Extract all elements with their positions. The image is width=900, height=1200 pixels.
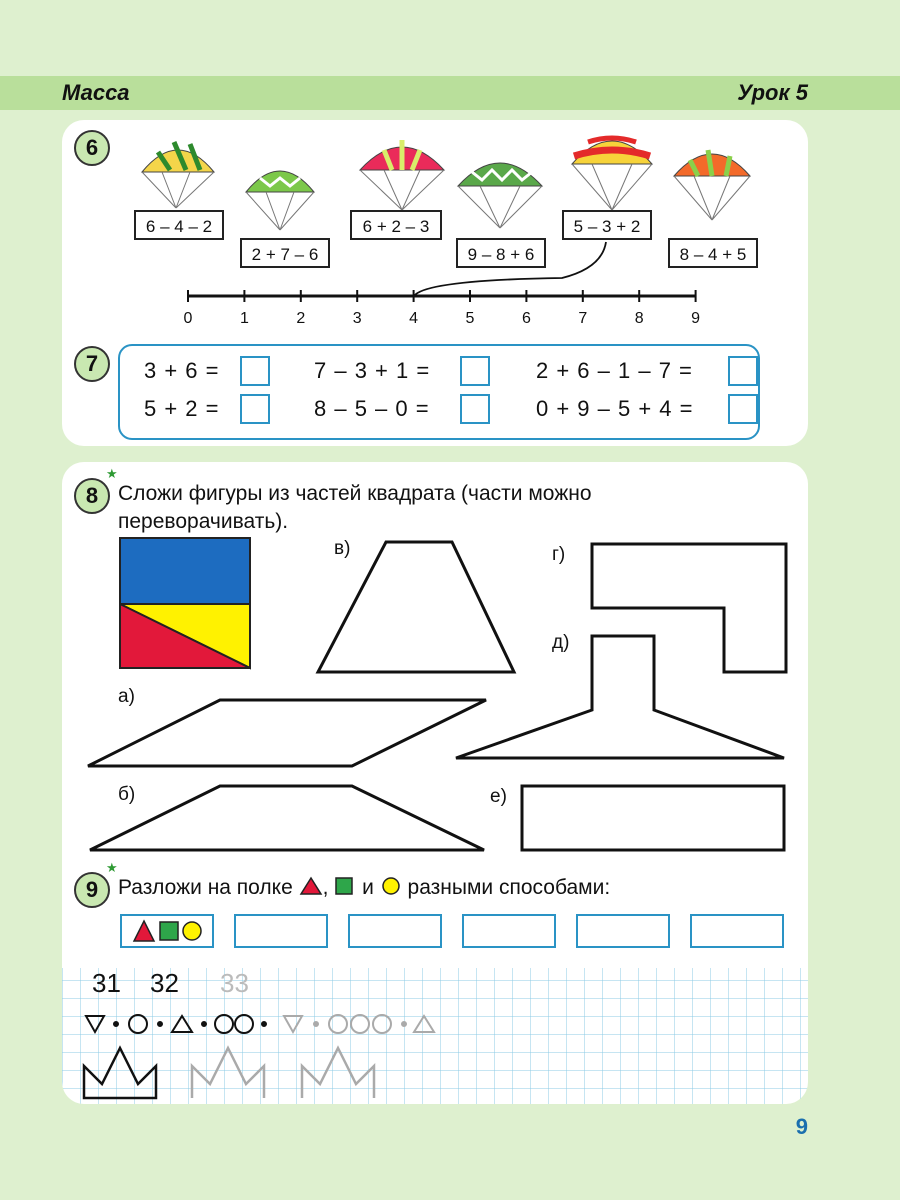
expression-box-3: 6 + 2 – 3 — [350, 210, 442, 240]
task-9-text-end: разными способами: — [407, 876, 611, 899]
equation-5: 8 – 5 – 0 = — [314, 396, 430, 421]
task-6-number: 6 — [74, 130, 110, 166]
answer-box-4[interactable] — [240, 394, 270, 424]
expression-box-4: 9 – 8 + 6 — [456, 238, 546, 268]
star-icon: ★ — [106, 466, 118, 481]
panel-tasks-8-9 — [62, 462, 808, 1104]
shapes-illustration — [62, 532, 808, 932]
label-g: г) — [552, 544, 566, 565]
shape-b — [90, 786, 484, 850]
task-8-instruction: Сложи фигуры из частей квадрата (части можно переворачивать). — [118, 482, 592, 533]
shelf-box-5[interactable] — [690, 914, 784, 948]
shelf-box-2[interactable] — [348, 914, 442, 948]
yellow-circle-icon — [380, 876, 402, 896]
equation-4: 5 + 2 = — [144, 396, 220, 421]
tick-label: 7 — [578, 310, 588, 327]
task-9-number: 9 — [74, 872, 110, 908]
tick-label: 3 — [352, 310, 362, 327]
sample-shelf-box — [120, 914, 214, 948]
red-triangle-icon — [134, 921, 154, 941]
panel-tasks-6-7 — [62, 120, 808, 446]
label-b: б) — [118, 784, 136, 805]
task-9-text-start: Разложи на полке — [118, 876, 293, 899]
expression-box-5: 5 – 3 + 2 — [562, 210, 652, 240]
task-8-number: 8 — [74, 478, 110, 514]
shelf-box-4[interactable] — [576, 914, 670, 948]
expression-box-2: 2 + 7 – 6 — [240, 238, 330, 268]
red-triangle-icon — [299, 876, 323, 896]
tick-label: 0 — [183, 310, 193, 327]
shelf-box-3[interactable] — [462, 914, 556, 948]
page-title: Масса — [62, 80, 130, 105]
tick-label: 2 — [296, 310, 306, 327]
parachute-2-icon — [246, 171, 314, 230]
copy-number-33: 33 — [220, 968, 249, 998]
label-d: д) — [552, 632, 570, 653]
label-v: в) — [334, 538, 351, 559]
parachute-6-icon — [674, 150, 750, 220]
equation-6: 0 + 9 – 5 + 4 = — [536, 396, 694, 421]
tick-label: 4 — [409, 310, 419, 327]
star-icon: ★ — [106, 860, 118, 875]
page-number: 9 — [795, 1114, 808, 1139]
lesson-label: Урок 5 — [737, 80, 808, 105]
answer-box-1[interactable] — [240, 356, 270, 386]
parachute-5-icon — [572, 138, 652, 210]
tick-label: 5 — [465, 310, 475, 327]
equation-1: 3 + 6 = — [144, 358, 220, 383]
answer-box-5[interactable] — [460, 394, 490, 424]
parachute-1-icon — [142, 142, 214, 208]
equation-2: 7 – 3 + 1 = — [314, 358, 431, 383]
yellow-circle-icon — [183, 922, 201, 940]
answer-box-6[interactable] — [728, 394, 758, 424]
label-e: е) — [490, 786, 507, 807]
label-a: а) — [118, 686, 135, 707]
answer-box-2[interactable] — [460, 356, 490, 386]
green-square-icon — [334, 876, 356, 896]
task-7-number: 7 — [74, 346, 110, 382]
copybook-grid — [62, 962, 808, 1104]
shape-e — [522, 786, 784, 850]
tick-label: 8 — [634, 310, 644, 327]
shape-a — [88, 700, 486, 766]
task-9-text-and: и — [362, 876, 374, 899]
equation-3: 2 + 6 – 1 – 7 = — [536, 358, 693, 383]
copy-number-32: 32 — [150, 968, 179, 998]
shelf-box-1[interactable] — [234, 914, 328, 948]
task-9-instruction: Разложи на полке , и разными способами: — [118, 876, 611, 899]
parachute-4-icon — [458, 163, 542, 228]
green-square-icon — [160, 922, 178, 940]
answer-box-3[interactable] — [728, 356, 758, 386]
shape-v — [318, 542, 514, 672]
parachute-3-icon — [360, 140, 444, 210]
expression-box-1: 6 – 4 – 2 — [134, 210, 224, 240]
expression-box-6: 8 – 4 + 5 — [668, 238, 758, 268]
tick-label: 9 — [691, 310, 701, 327]
tick-label: 6 — [521, 310, 531, 327]
tick-label: 1 — [239, 310, 249, 327]
colored-square — [120, 538, 250, 668]
copy-number-31: 31 — [92, 968, 121, 998]
